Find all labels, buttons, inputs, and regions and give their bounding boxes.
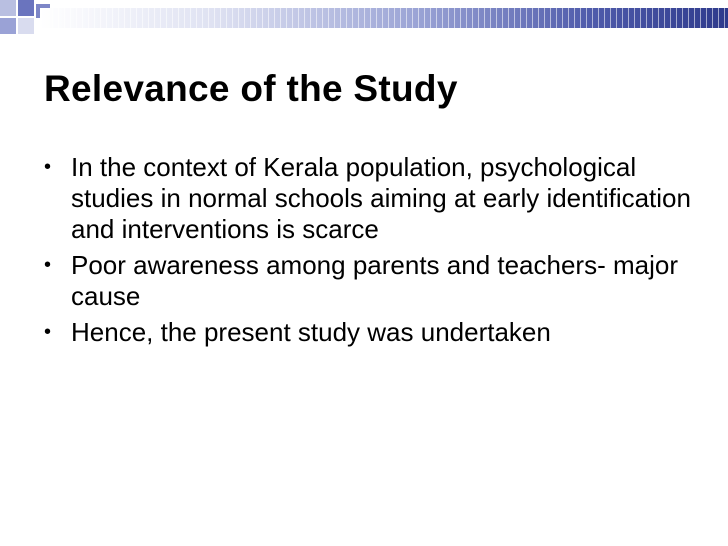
decorative-top-banner — [40, 8, 728, 28]
bullet-item — [44, 250, 704, 312]
bullet-item — [44, 317, 704, 348]
bullet-list — [44, 152, 704, 353]
bullet-text: Poor awareness among parents and teachers- major cause — [71, 250, 678, 311]
decorative-square — [0, 18, 16, 34]
slide-title: Relevance of the Study — [44, 68, 458, 109]
bullet-marker-icon: • — [44, 156, 52, 178]
decorative-square — [18, 18, 34, 34]
decorative-square — [18, 0, 34, 16]
bullet-marker-icon: • — [44, 321, 52, 343]
bullet-item — [44, 152, 704, 245]
bullet-text: In the context of Kerala population, psychological studies in normal schools aiming at early identification and interventions is scarce — [71, 152, 691, 244]
bullet-text: Hence, the present study was undertaken — [71, 317, 551, 347]
bullet-marker-icon: • — [44, 254, 52, 276]
decorative-square — [0, 0, 16, 16]
